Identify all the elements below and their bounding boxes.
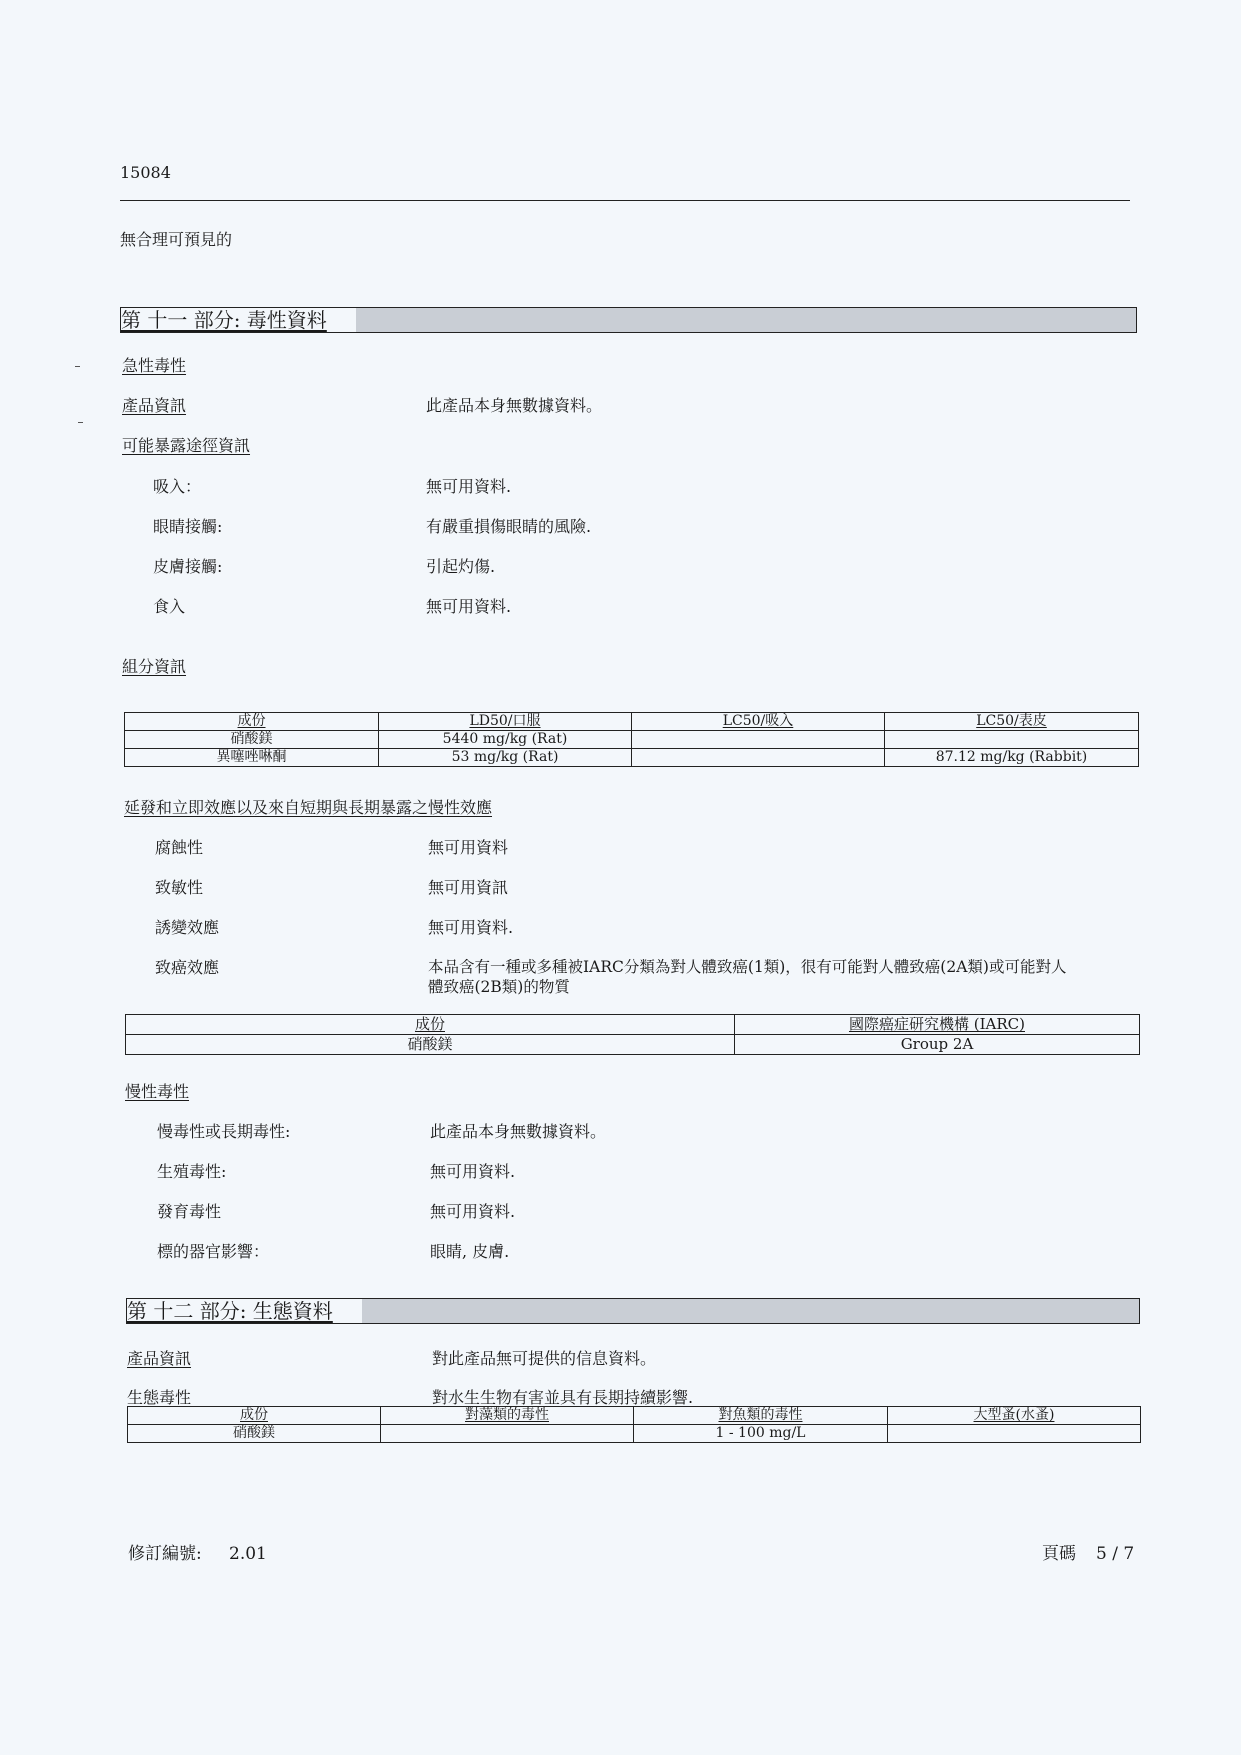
section-11-title: 第 十一 部分: 毒性資料 [121, 308, 327, 332]
table-header-row [126, 1015, 1140, 1035]
section-12-title: 第 十二 部分: 生態資料 [127, 1299, 333, 1323]
eco-product-info-label: 產品資訊 [127, 1349, 192, 1368]
component-info-heading: 組分資訊 [122, 657, 187, 676]
effect-value: 無可用資訊 [428, 878, 509, 897]
eco-product-info-value: 對此產品無可提供的信息資料。 [432, 1349, 657, 1368]
exposure-route-label: 皮膚接觸: [153, 557, 223, 576]
table-cell: 硝酸鎂 [125, 731, 379, 749]
table-row [128, 1425, 1141, 1443]
iarc-table [125, 1014, 1140, 1055]
revision-label: 修訂編號: [128, 1544, 202, 1564]
table-header-cell: 對藻類的毒性 [381, 1407, 634, 1425]
effect-value: 無可用資料. [428, 918, 514, 937]
chronic-effects-heading: 延發和立即效應以及來自短期與長期暴露之慢性效應 [124, 798, 493, 817]
table-cell [888, 1425, 1141, 1443]
exposure-route-label: 食入 [153, 597, 186, 616]
ecotoxicity-table [127, 1406, 1141, 1443]
table-row [126, 1035, 1140, 1055]
chronic-toxicity-heading: 慢性毒性 [125, 1082, 190, 1101]
ecotoxicity-value: 對水生生物有害並具有長期持續影響. [432, 1388, 694, 1407]
chronic-label: 標的器官影響： [157, 1242, 270, 1261]
carcinogenic-text-line-1: 本品含有一種或多種被IARC分類為對人體致癌(1類)，很有可能對人體致癌(2A類)或可能對人 [428, 958, 1067, 976]
header-divider [120, 200, 1130, 201]
table-header-row [125, 713, 1139, 731]
table-header-cell: 國際癌症研究機構 (IARC) [735, 1015, 1140, 1035]
table-header-cell: 成份 [126, 1015, 735, 1035]
effect-label: 致敏性 [155, 878, 204, 897]
effect-label: 腐蝕性 [155, 838, 204, 857]
table-header-row [128, 1407, 1141, 1425]
page-label: 頁碼 [1042, 1544, 1076, 1564]
table-cell [632, 749, 885, 767]
chronic-value: 無可用資料. [430, 1162, 516, 1181]
exposure-route-value: 無可用資料. [426, 597, 512, 616]
exposure-routes-heading: 可能暴露途徑資訊 [122, 436, 251, 455]
section-11-heading-bar [120, 307, 1137, 333]
page-number: 5 / 7 [1096, 1544, 1135, 1564]
table-cell: 5440 mg/kg (Rat) [379, 731, 632, 749]
exposure-route-label: 吸入： [153, 477, 202, 496]
chronic-value: 此產品本身無數據資料。 [430, 1122, 607, 1141]
carcinogenic-label: 致癌效應 [155, 958, 220, 977]
exposure-route-value: 無可用資料. [426, 477, 512, 496]
exposure-route-label: 眼睛接觸: [153, 517, 223, 536]
exposure-route-value: 有嚴重損傷眼睛的風險. [426, 517, 592, 536]
chronic-value: 眼睛, 皮膚. [430, 1242, 510, 1261]
product-info-value: 此產品本身無數據資料。 [426, 396, 603, 415]
document-number: 15084 [120, 163, 171, 182]
table-header-cell: LC50/吸入 [632, 713, 885, 731]
table-cell [885, 731, 1139, 749]
table-cell [381, 1425, 634, 1443]
chronic-label: 慢毒性或長期毒性: [157, 1122, 291, 1141]
table-header-cell: 成份 [125, 713, 379, 731]
table-cell: 1 - 100 mg/L [634, 1425, 888, 1443]
ecotoxicity-label: 生態毒性 [127, 1388, 192, 1407]
table-row [125, 731, 1139, 749]
revision-number: 2.01 [229, 1544, 267, 1564]
table-header-cell: 大型蚤(水蚤) [888, 1407, 1141, 1425]
table-cell: 硝酸鎂 [126, 1035, 735, 1055]
toxicity-table [124, 712, 1139, 767]
margin-mark [75, 366, 80, 367]
table-cell: 53 mg/kg (Rat) [379, 749, 632, 767]
table-header-cell: 對魚類的毒性 [634, 1407, 888, 1425]
table-header-cell: LC50/表皮 [885, 713, 1139, 731]
table-row [125, 749, 1139, 767]
table-cell: 87.12 mg/kg (Rabbit) [885, 749, 1139, 767]
section-12-heading-bar [126, 1298, 1140, 1324]
chronic-label: 發育毒性 [157, 1202, 222, 1221]
chronic-label: 生殖毒性: [157, 1162, 227, 1181]
table-header-cell: LD50/口服 [379, 713, 632, 731]
chronic-value: 無可用資料. [430, 1202, 516, 1221]
table-cell: Group 2A [735, 1035, 1140, 1055]
margin-mark [78, 422, 83, 423]
effect-value: 無可用資料 [428, 838, 509, 857]
table-header-cell: 成份 [128, 1407, 381, 1425]
acute-toxicity-heading: 急性毒性 [122, 356, 187, 375]
carcinogenic-text-line-2: 體致癌(2B類)的物質 [428, 978, 570, 996]
table-cell: 硝酸鎂 [128, 1425, 381, 1443]
table-cell: 異噻唑啉酮 [125, 749, 379, 767]
exposure-route-value: 引起灼傷. [426, 557, 496, 576]
effect-label: 誘變效應 [155, 918, 220, 937]
table-cell [632, 731, 885, 749]
previous-section-text: 無合理可預見的 [120, 230, 233, 249]
product-info-label: 產品資訊 [122, 396, 187, 415]
